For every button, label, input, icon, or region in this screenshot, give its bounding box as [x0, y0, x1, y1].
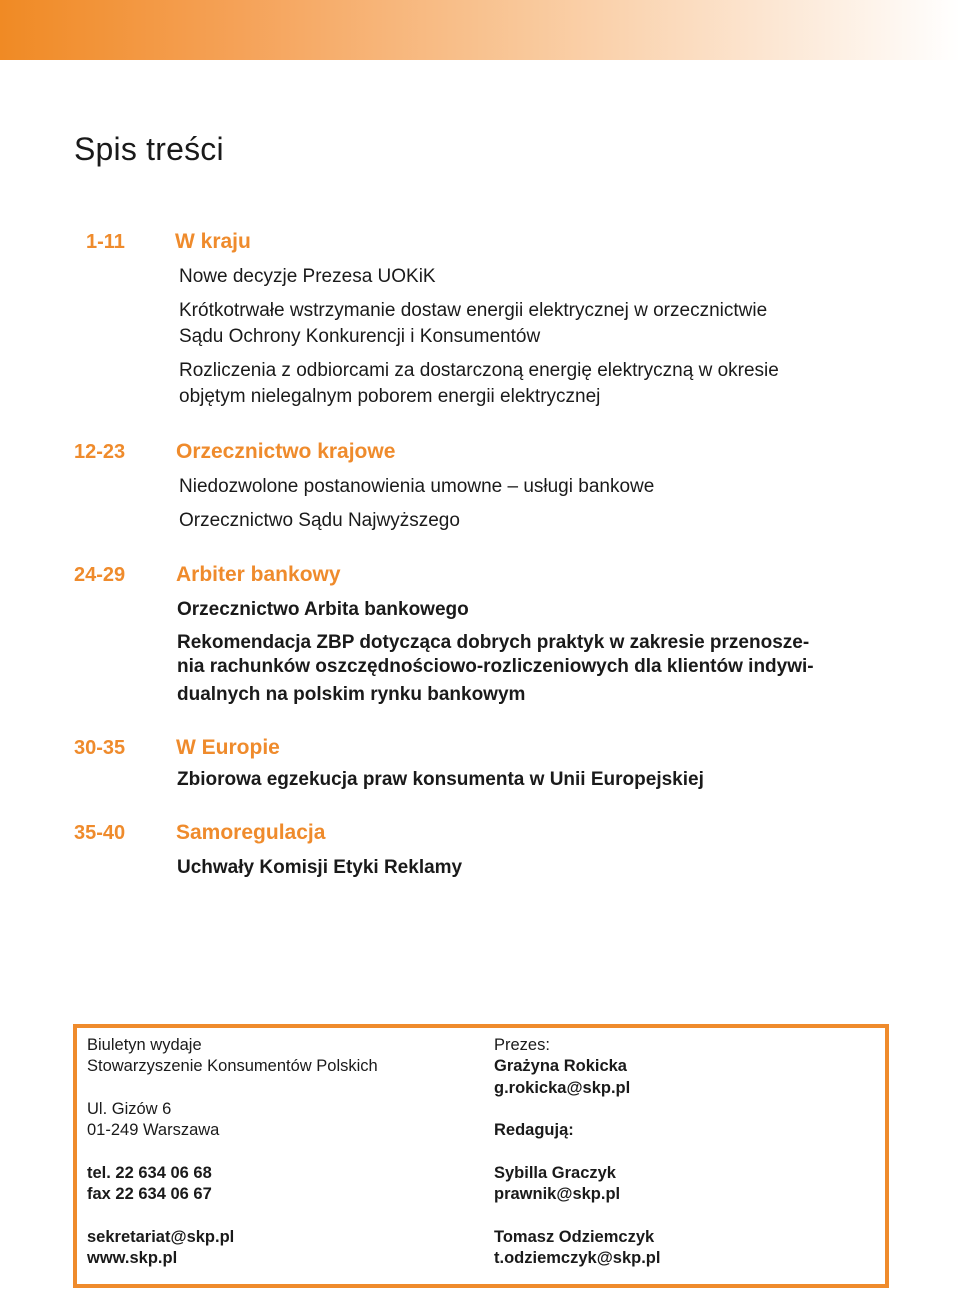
toc-entry[interactable] [179, 264, 436, 290]
header-gradient-band [0, 0, 960, 60]
spacer [494, 1205, 660, 1226]
toc-entry-line: Orzecznictwo Sądu Najwyższego [179, 510, 460, 531]
phone-number: tel. 22 634 06 68 [87, 1163, 212, 1182]
section-pages-arbiter-bankowy: 24-29 [74, 564, 126, 586]
toc-entry-line: Rekomendacja ZBP dotycząca dobrych praktyk w zakresie przenosze- [177, 632, 810, 653]
editor-name: Tomasz Odziemczyk [494, 1227, 655, 1246]
fax-number: fax 22 634 06 67 [87, 1185, 212, 1204]
publisher-label: Biuletyn wydaje [87, 1036, 202, 1054]
president-name: Grażyna Rokicka [494, 1057, 627, 1076]
toc-entry-line: Krótkotrwałe wstrzymanie dostaw energii elektrycznej w orzecznictwie [179, 300, 768, 321]
toc-entry-line: dualnych na polskim rynku bankowym [177, 684, 526, 705]
spacer [494, 1141, 660, 1162]
spacer [494, 1099, 660, 1120]
editors-label: Redagują: [494, 1121, 574, 1140]
toc-entry[interactable] [179, 298, 767, 350]
toc-entry[interactable] [177, 855, 462, 881]
publisher-name: Stowarzyszenie Konsumentów Polskich [87, 1057, 378, 1076]
toc-entry[interactable] [179, 508, 460, 534]
president-email-link[interactable]: g.rokicka@skp.pl [494, 1078, 631, 1097]
toc-entry-line: Sądu Ochrony Konkurencji i Konsumentów [179, 326, 541, 347]
section-title-arbiter-bankowy[interactable]: Arbiter bankowy [176, 563, 341, 586]
section-pages-orzecznictwo-krajowe: 12-23 [74, 441, 126, 463]
page-title: Spis treści [74, 131, 224, 168]
toc-entry-line: Niedozwolone postanowienia umowne – usługi bankowe [179, 476, 655, 497]
email-link[interactable]: sekretariat@skp.pl [87, 1227, 235, 1246]
editor-email-link[interactable]: t.odziemczyk@skp.pl [494, 1248, 661, 1267]
toc-entry[interactable] [179, 358, 779, 410]
spacer [87, 1205, 378, 1226]
toc-entry-line: Zbiorowa egzekucja praw konsumenta w Unii Europejskiej [177, 769, 704, 790]
toc-entry-line: Rozliczenia z odbiorcami za dostarczoną energię elektryczną w okresie [179, 360, 779, 381]
toc-entry[interactable] [177, 767, 704, 793]
toc-entry[interactable] [177, 631, 814, 707]
editor-name: Sybilla Graczyk [494, 1163, 616, 1182]
editors-column [494, 1035, 660, 1269]
toc-entry-line: nia rachunków oszczędnościowo-rozliczeniowych dla klientów indywi- [177, 656, 814, 677]
toc-entry-line: objętym nielegalnym poborem energii elektrycznej [179, 386, 601, 407]
president-label: Prezes: [494, 1036, 550, 1054]
toc-entry[interactable] [177, 597, 469, 623]
toc-entry-line: Nowe decyzje Prezesa UOKiK [179, 266, 436, 287]
publisher-column [87, 1035, 378, 1269]
section-pages-w-kraju: 1-11 [86, 231, 125, 253]
spacer [87, 1141, 378, 1162]
toc-entry-line: Uchwały Komisji Etyki Reklamy [177, 857, 463, 878]
address-street: Ul. Gizów 6 [87, 1099, 172, 1118]
address-city: 01-249 Warszawa [87, 1121, 220, 1140]
toc-entry[interactable] [179, 474, 654, 500]
spacer [87, 1078, 378, 1099]
editor-email-link[interactable]: prawnik@skp.pl [494, 1185, 621, 1204]
section-title-w-europie[interactable]: W Europie [176, 736, 280, 759]
section-title-orzecznictwo-krajowe[interactable]: Orzecznictwo krajowe [176, 440, 396, 463]
section-title-samoregulacja[interactable]: Samoregulacja [176, 821, 326, 844]
publisher-info-box [73, 1024, 889, 1288]
section-pages-samoregulacja: 35-40 [74, 822, 126, 844]
section-pages-w-europie: 30-35 [74, 737, 126, 759]
section-title-w-kraju[interactable]: W kraju [175, 230, 251, 253]
toc-entry-line: Orzecznictwo Arbita bankowego [177, 599, 469, 620]
website-link[interactable]: www.skp.pl [87, 1248, 178, 1267]
